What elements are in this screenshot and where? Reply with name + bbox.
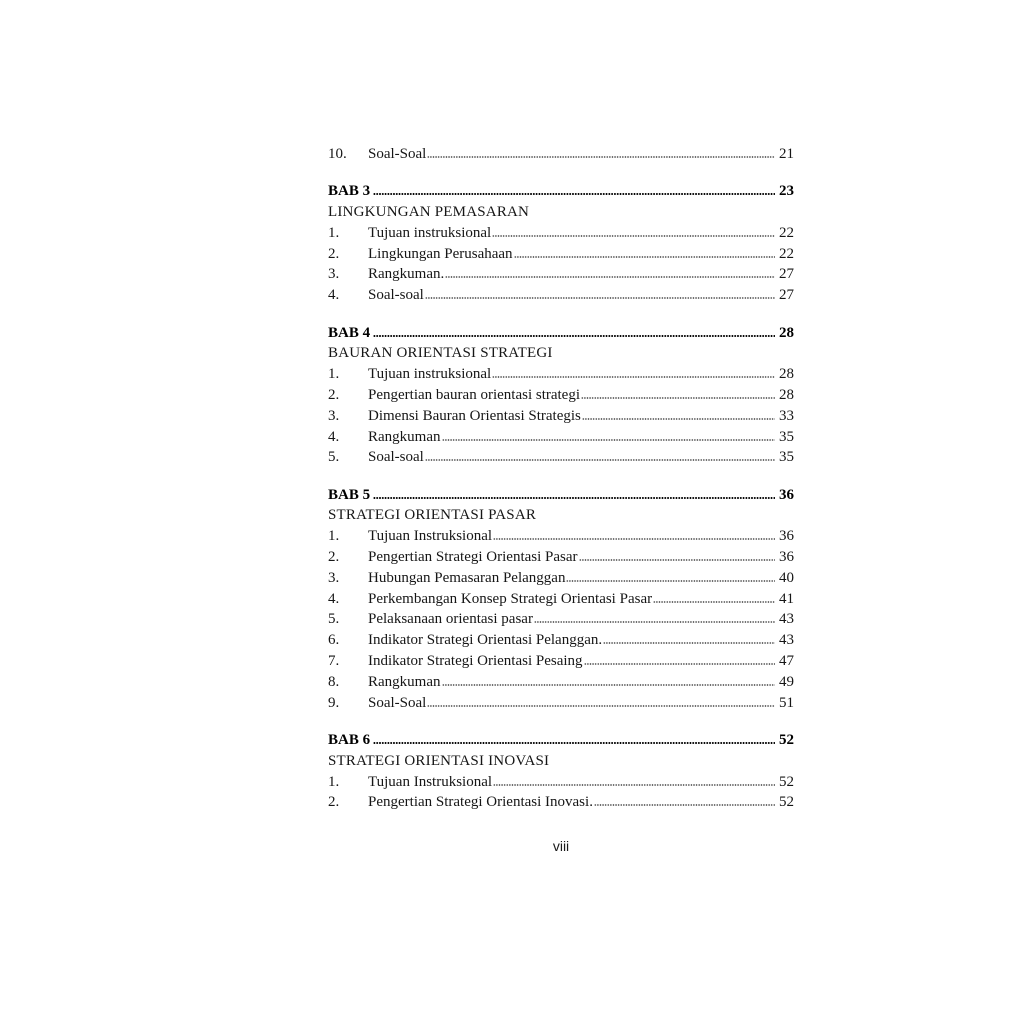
entry-page: 28 bbox=[779, 386, 794, 403]
toc-entry bbox=[328, 285, 794, 306]
entry-number: 4. bbox=[328, 287, 340, 304]
entry-number: 5. bbox=[328, 611, 340, 628]
dot-leader bbox=[492, 376, 775, 378]
entry-title: Pelaksanaan orientasi pasar bbox=[368, 611, 533, 628]
entry-page: 33 bbox=[779, 407, 794, 424]
toc-entry bbox=[328, 406, 794, 427]
entry-number: 1. bbox=[328, 224, 340, 241]
chapter-title: BAURAN ORIENTASI STRATEGI bbox=[328, 345, 553, 362]
chapter-page: 52 bbox=[779, 731, 794, 748]
dot-leader bbox=[653, 601, 775, 603]
entry-number: 8. bbox=[328, 673, 340, 690]
chapter-entry bbox=[328, 485, 794, 506]
toc-entry bbox=[328, 651, 794, 672]
entry-number: 3. bbox=[328, 569, 340, 586]
entry-number: 3. bbox=[328, 266, 340, 283]
dot-leader bbox=[594, 804, 775, 806]
entry-title: Rangkuman bbox=[368, 428, 441, 445]
dot-leader bbox=[603, 642, 775, 644]
entry-number: 2. bbox=[328, 549, 340, 566]
dot-leader bbox=[492, 235, 775, 237]
entry-page: 43 bbox=[779, 632, 794, 649]
entry-page: 27 bbox=[779, 287, 794, 304]
toc-entry bbox=[328, 568, 794, 589]
toc-entry bbox=[328, 144, 794, 165]
entry-page: 35 bbox=[779, 428, 794, 445]
entry-number: 5. bbox=[328, 449, 340, 466]
entry-page: 22 bbox=[779, 224, 794, 241]
toc-entry bbox=[328, 589, 794, 610]
entry-title: Pengertian Strategi Orientasi Pasar bbox=[368, 549, 578, 566]
entry-title: Indikator Strategi Orientasi Pelanggan. bbox=[368, 632, 603, 649]
toc-entry bbox=[328, 693, 794, 714]
entry-title: Indikator Strategi Orientasi Pesaing bbox=[368, 653, 583, 670]
chapter-page: 36 bbox=[779, 486, 794, 503]
entry-number: 4. bbox=[328, 590, 340, 607]
dot-leader bbox=[373, 497, 775, 499]
dot-leader bbox=[425, 459, 775, 461]
dot-leader bbox=[534, 621, 775, 623]
toc-entry bbox=[328, 630, 794, 651]
toc-entry bbox=[328, 385, 794, 406]
chapter-label: BAB 4 bbox=[328, 324, 371, 341]
chapter-entry bbox=[328, 730, 794, 751]
entry-title: Hubungan Pemasaran Pelanggan bbox=[368, 569, 566, 586]
chapter-title: LINGKUNGAN PEMASARAN bbox=[328, 204, 530, 221]
chapter-heading-row bbox=[328, 751, 794, 772]
dot-leader bbox=[566, 580, 775, 582]
toc-entry bbox=[328, 447, 794, 468]
toc-entry bbox=[328, 244, 794, 265]
entry-number: 3. bbox=[328, 407, 340, 424]
entry-number: 9. bbox=[328, 694, 340, 711]
entry-title: Soal-Soal bbox=[368, 694, 427, 711]
entry-title: Rangkuman bbox=[368, 673, 441, 690]
entry-number: 6. bbox=[328, 632, 340, 649]
entry-number: 10. bbox=[328, 146, 347, 162]
dot-leader bbox=[373, 335, 775, 337]
chapter-label: BAB 3 bbox=[328, 183, 371, 200]
entry-title: Soal-Soal bbox=[368, 146, 427, 162]
entry-number: 4. bbox=[328, 428, 340, 445]
chapter-label: BAB 5 bbox=[328, 486, 371, 503]
entry-number: 2. bbox=[328, 794, 340, 811]
entry-title: Soal-soal bbox=[368, 287, 424, 304]
entry-title: Tujuan Instruksional bbox=[368, 528, 493, 545]
dot-leader bbox=[373, 742, 775, 744]
entry-page: 47 bbox=[779, 653, 794, 670]
chapter-label: BAB 6 bbox=[328, 731, 371, 748]
chapter-page: 28 bbox=[779, 324, 794, 341]
chapter-heading-row bbox=[328, 202, 794, 223]
table-of-contents bbox=[328, 144, 794, 813]
dot-leader bbox=[373, 193, 775, 195]
dot-leader bbox=[581, 397, 775, 399]
entry-page: 52 bbox=[779, 794, 794, 811]
dot-leader bbox=[493, 784, 775, 786]
entry-page: 22 bbox=[779, 245, 794, 262]
entry-page: 51 bbox=[779, 694, 794, 711]
toc-entry bbox=[328, 547, 794, 568]
entry-page: 40 bbox=[779, 569, 794, 586]
dot-leader bbox=[442, 684, 776, 686]
entry-page: 28 bbox=[779, 366, 794, 383]
entry-number: 7. bbox=[328, 653, 340, 670]
dot-leader bbox=[427, 156, 775, 158]
entry-number: 1. bbox=[328, 528, 340, 545]
entry-number: 1. bbox=[328, 366, 340, 383]
chapter-entry bbox=[328, 323, 794, 344]
dot-leader bbox=[427, 705, 775, 707]
entry-title: Rangkuman. bbox=[368, 266, 445, 283]
dot-leader bbox=[493, 538, 775, 540]
dot-leader bbox=[442, 439, 776, 441]
entry-page: 21 bbox=[779, 146, 794, 162]
dot-leader bbox=[425, 297, 775, 299]
dot-leader bbox=[514, 256, 775, 258]
toc-entry bbox=[328, 526, 794, 547]
toc-entry bbox=[328, 772, 794, 793]
entry-title: Dimensi Bauran Orientasi Strategis bbox=[368, 407, 581, 424]
entry-page: 35 bbox=[779, 449, 794, 466]
entry-page: 43 bbox=[779, 611, 794, 628]
entry-title: Pengertian bauran orientasi strategi bbox=[368, 386, 581, 403]
entry-number: 1. bbox=[328, 773, 340, 790]
toc-entry bbox=[328, 364, 794, 385]
chapter-heading-row bbox=[328, 343, 794, 364]
entry-title: Perkembangan Konsep Strategi Orientasi Pasar bbox=[368, 590, 653, 607]
entry-title: Tujuan instruksional bbox=[368, 224, 492, 241]
entry-number: 2. bbox=[328, 386, 340, 403]
dot-leader bbox=[582, 418, 775, 420]
entry-page: 27 bbox=[779, 266, 794, 283]
entry-page: 49 bbox=[779, 673, 794, 690]
entry-title: Pengertian Strategi Orientasi Inovasi. bbox=[368, 794, 593, 811]
entry-title: Soal-soal bbox=[368, 449, 424, 466]
entry-title: Lingkungan Perusahaan bbox=[368, 245, 513, 262]
dot-leader bbox=[584, 663, 775, 665]
entry-page: 36 bbox=[779, 549, 794, 566]
toc-entry bbox=[328, 672, 794, 693]
toc-entry bbox=[328, 427, 794, 448]
toc-entry bbox=[328, 264, 794, 285]
entry-page: 36 bbox=[779, 528, 794, 545]
toc-entry bbox=[328, 609, 794, 630]
chapter-title: STRATEGI ORIENTASI INOVASI bbox=[328, 752, 550, 769]
dot-leader bbox=[445, 276, 775, 278]
chapter-page: 23 bbox=[779, 183, 794, 200]
entry-title: Tujuan instruksional bbox=[368, 366, 492, 383]
page-number: viii bbox=[552, 838, 570, 854]
entry-title: Tujuan Instruksional bbox=[368, 773, 493, 790]
chapter-entry bbox=[328, 181, 794, 202]
entry-number: 2. bbox=[328, 245, 340, 262]
entry-page: 52 bbox=[779, 773, 794, 790]
entry-page: 41 bbox=[779, 590, 794, 607]
dot-leader bbox=[579, 559, 775, 561]
toc-entry bbox=[328, 792, 794, 813]
chapter-title: STRATEGI ORIENTASI PASAR bbox=[328, 507, 537, 524]
chapter-heading-row bbox=[328, 505, 794, 526]
toc-entry bbox=[328, 223, 794, 244]
